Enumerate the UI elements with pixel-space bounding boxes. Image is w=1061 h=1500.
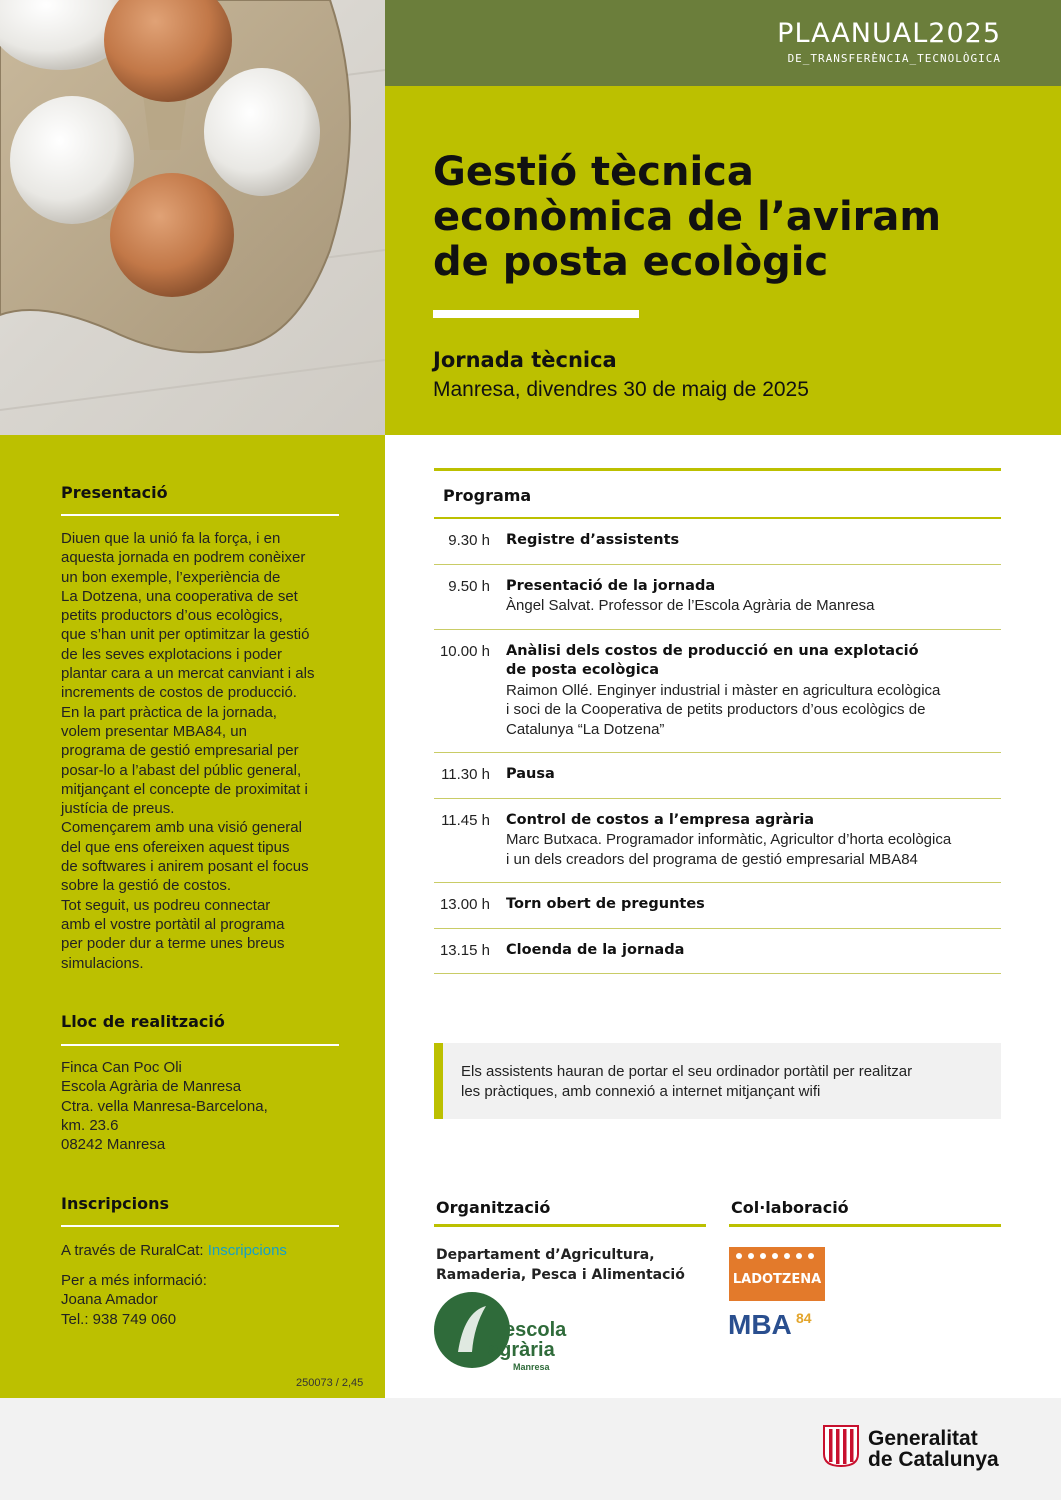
escola-agraria-logo — [434, 1292, 567, 1374]
presentacio-line: de softwares i anirem posant el focus — [61, 858, 309, 876]
contact-phone: Tel.: 938 749 060 — [61, 1310, 177, 1328]
inscripcions-link[interactable]: Inscripcions — [207, 1242, 287, 1259]
presentacio-text — [61, 529, 341, 973]
lloc-address — [61, 1058, 341, 1154]
program-time: 9.30 h — [448, 532, 490, 549]
program-speaker: Àngel Salvat. Professor de l’Escola Agrària de Manresa — [506, 597, 875, 614]
page-title-line: econòmica de l’aviram — [433, 194, 942, 240]
program-time: 11.45 h — [441, 811, 490, 829]
page-title — [433, 150, 1033, 285]
presentacio-line: volem presentar MBA84, un — [61, 722, 247, 740]
presentacio-line: aquesta jornada en podrem conèixer — [61, 549, 306, 567]
event-date: Manresa, divendres 30 de maig de 2025 — [433, 378, 809, 401]
presentacio-line: que s’han unit per optimitzar la gestió — [61, 626, 310, 644]
presentacio-heading: Presentació — [61, 483, 168, 502]
presentacio-line: simulacions. — [61, 954, 144, 972]
presentacio-line: un bon exemple, l’experiència de — [61, 568, 281, 586]
notice-line: les pràctiques, amb connexió a internet mitjançant wifi — [461, 1082, 821, 1100]
presentacio-line: Començarem amb una visió general — [61, 819, 302, 837]
plan-anual-banner — [385, 0, 1061, 86]
escola-logo-place: Manresa — [513, 1362, 550, 1372]
department-name — [436, 1245, 685, 1285]
address-line: km. 23.6 — [61, 1116, 119, 1134]
presentacio-line: programa de gestió empresarial per — [61, 742, 299, 760]
egg-carton-illustration — [0, 0, 385, 435]
program-row — [434, 565, 1001, 630]
contact-info — [61, 1271, 341, 1329]
presentacio-line: petits productors d’ous ecològics, — [61, 607, 283, 625]
program-title: Pausa — [506, 766, 555, 782]
presentacio-line: Tot seguit, us podreu connectar — [61, 896, 271, 914]
generalitat-line: de Catalunya — [868, 1448, 999, 1471]
contact-label: Per a més informació: — [61, 1272, 207, 1289]
presentacio-line: del que ens ofereixen aquest tipus — [61, 838, 290, 856]
program-time: 10.00 h — [439, 642, 490, 660]
lloc-heading: Lloc de realització — [61, 1012, 225, 1031]
program-body — [506, 941, 1001, 961]
generalitat-shield-icon — [822, 1424, 860, 1468]
section-divider — [61, 514, 339, 516]
program-table — [434, 468, 1001, 974]
program-body — [506, 811, 1001, 870]
program-title: Registre d’assistents — [506, 532, 680, 548]
inscripcions-via-text: A través de RuralCat: — [61, 1242, 208, 1259]
mba-logo-main: MBA — [728, 1309, 792, 1340]
program-heading: Programa — [443, 486, 532, 505]
page-title-line: Gestió tècnica — [433, 149, 754, 195]
presentacio-line: per poder dur a terme unes breus — [61, 935, 285, 953]
laptop-notice — [434, 1043, 1001, 1119]
notice-line: Els assistents hauran de portar el seu ordinador portàtil per realitzar — [461, 1063, 913, 1080]
generalitat-line: Generalitat — [868, 1427, 978, 1450]
program-row — [434, 630, 1001, 754]
program-row — [434, 883, 1001, 929]
plan-anual-subtitle: DE_TRANSFERÈNCIA_TECNOLÒGICA — [787, 52, 1001, 65]
program-row — [434, 929, 1001, 975]
presentacio-line: Diuen que la unió fa la força, i en — [61, 530, 281, 547]
program-speaker: i soci de la Cooperativa de petits productors d’ous ecològics de — [506, 701, 926, 718]
page-title-line: de posta ecològic — [433, 239, 829, 285]
program-speaker: Marc Butxaca. Programador informàtic, Agricultor d’horta ecològica — [506, 831, 952, 848]
mba84-logo — [728, 1306, 828, 1338]
presentacio-line: mitjançant el concepte de proximitat i — [61, 780, 308, 798]
reference-code: 250073 / 2,45 — [296, 1377, 364, 1389]
department-line: Ramaderia, Pesca i Alimentació — [436, 1267, 685, 1283]
program-title: Control de costos a l’empresa agrària — [506, 811, 815, 828]
program-time: 11.30 h — [441, 766, 490, 783]
escola-logo-word1: escola — [504, 1319, 567, 1341]
title-divider — [433, 310, 639, 318]
address-line: 08242 Manresa — [61, 1136, 166, 1154]
contact-name: Joana Amador — [61, 1291, 158, 1309]
program-speaker: Raimon Ollé. Enginyer industrial i màster en agricultura ecològica — [506, 681, 941, 699]
program-body — [506, 642, 1001, 740]
program-time: 13.00 h — [439, 896, 490, 913]
left-sidebar — [0, 435, 385, 1398]
program-time: 9.50 h — [448, 577, 490, 595]
program-rows — [434, 519, 1001, 974]
presentacio-line: posar-lo a l’abast del públic general, — [61, 761, 302, 779]
organitzacio-rule — [434, 1224, 706, 1227]
presentacio-line: La Dotzena, una cooperativa de set — [61, 587, 298, 605]
inscripcions-heading: Inscripcions — [61, 1194, 170, 1213]
hero-photo-eggs — [0, 0, 385, 435]
section-divider — [61, 1044, 339, 1046]
plan-anual-logo: PLAANUAL2025 — [777, 18, 1001, 49]
mba-logo-sup: 84 — [796, 1310, 812, 1326]
program-title: Torn obert de preguntes — [506, 896, 705, 912]
collaboracio-heading: Col·laboració — [731, 1198, 849, 1217]
program-row — [434, 753, 1001, 799]
section-divider — [61, 1225, 339, 1227]
inscripcions-via — [61, 1241, 341, 1260]
program-speaker: i un dels creadors del programa de gestió empresarial MBA84 — [506, 850, 918, 868]
address-line: Finca Can Poc Oli — [61, 1059, 182, 1076]
program-title: Anàlisi dels costos de producció en una explotació — [506, 642, 919, 659]
department-line: Departament d’Agricultura, — [436, 1247, 655, 1263]
collaboracio-rule — [729, 1224, 1001, 1227]
hero-title-band — [385, 86, 1061, 435]
event-type: Jornada tècnica — [433, 348, 617, 372]
organitzacio-heading: Organització — [436, 1198, 551, 1217]
presentacio-line: sobre la gestió de costos. — [61, 877, 232, 895]
address-line: Escola Agrària de Manresa — [61, 1078, 242, 1096]
address-line: Ctra. vella Manresa-Barcelona, — [61, 1097, 268, 1115]
generalitat-wordmark — [868, 1428, 999, 1470]
program-row — [434, 519, 1001, 565]
program-body — [506, 531, 1001, 551]
program-time: 13.15 h — [439, 941, 490, 959]
program-body — [506, 765, 1001, 785]
program-body — [506, 577, 1001, 616]
footer — [0, 1398, 1061, 1500]
program-speaker: Catalunya “La Dotzena” — [506, 720, 665, 738]
presentacio-line: plantar cara a un mercat canviant i als — [61, 665, 315, 683]
presentacio-line: justícia de preus. — [61, 800, 175, 818]
escola-logo-word2: agrària — [488, 1339, 555, 1361]
presentacio-line: increments de costos de producció. — [61, 684, 297, 702]
program-title: Cloenda de la jornada — [506, 941, 685, 958]
program-body — [506, 895, 1001, 915]
program-title: Presentació de la jornada — [506, 577, 716, 594]
presentacio-line: de les seves explotacions i poder — [61, 645, 282, 663]
dotzena-logo-text: LADOTZENA — [732, 1272, 822, 1287]
presentacio-line: En la part pràctica de la jornada, — [61, 703, 277, 721]
presentacio-line: amb el vostre portàtil al programa — [61, 915, 285, 933]
la-dotzena-logo — [729, 1247, 825, 1301]
program-title: de posta ecològica — [506, 662, 660, 678]
program-row — [434, 799, 1001, 884]
